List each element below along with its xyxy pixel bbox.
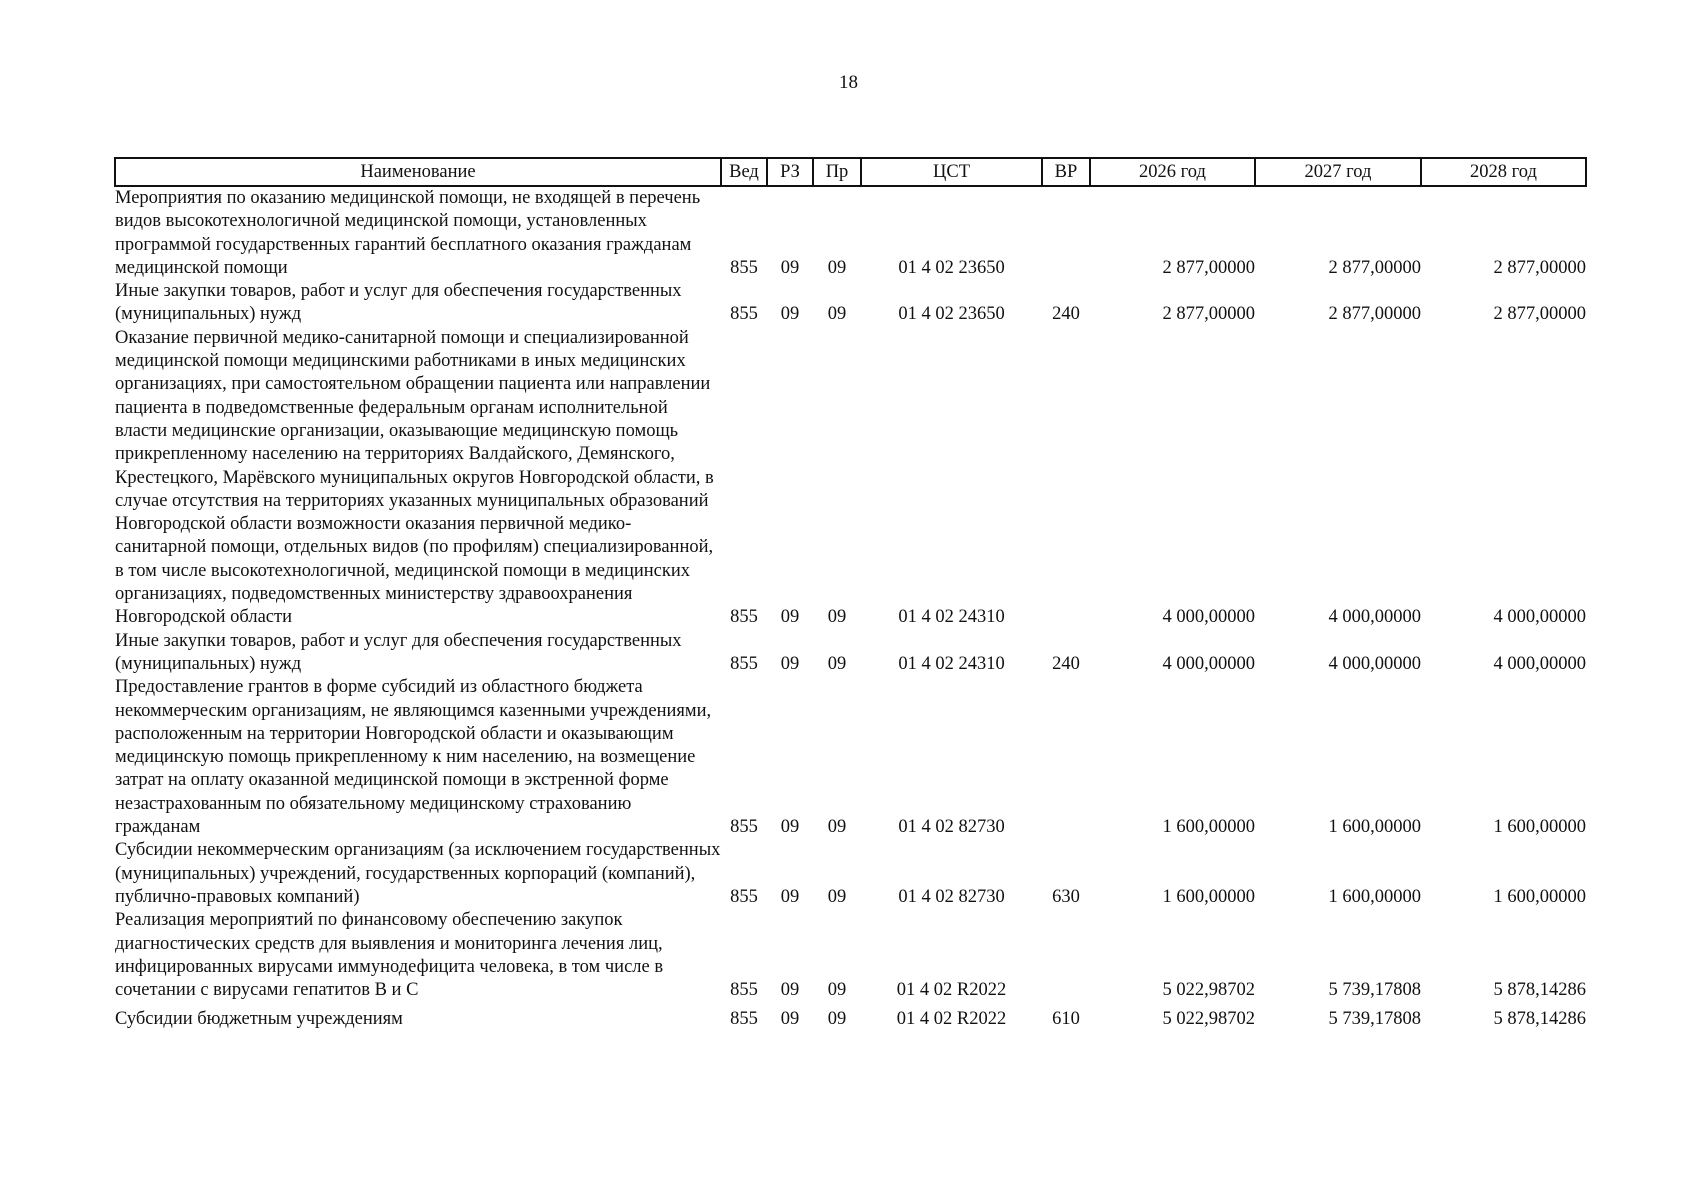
row-name: Субсидии некоммерческим организациям (за исключением государственных (муниципальных) учреждений, государственных корпораций (компаний), публично-правовых компаний) [115,840,721,907]
row-ved: 855 [730,817,758,838]
row-cst: 01 4 02 R2022 [896,1009,1007,1030]
row-pr: 09 [827,607,847,628]
row-2026: 2 877,00000 [1162,304,1255,325]
row-rz: 09 [780,1009,800,1030]
row-pr: 09 [827,653,847,674]
row-2027: 2 877,00000 [1328,304,1421,325]
row-rz: 09 [780,980,800,1001]
row-name: Оказание первичной медико-санитарной помощи и специализированной медицинской помощи медицинскими работниками в иных медицинских организациях, при самостоятельном обращении пациента или направлении пациента в подведомственные федеральным органам исполнительной власти медицинские организации, оказывающие медицинскую помощь прикрепленному населению на территориях Валдайского, Демянского, Крестецкого, Марёвского муниципальных округов Новгородской области, в случае отсутствия на территориях указанных муниципальных образований Новгородской области возможности оказания первичной медико-санитарной помощи, отдельных видов (по профилям) специализированной, в том числе высокотехнологичной, медицинской помощи в медицинских организациях, подведомственных министерству здравоохранения Новгородской области [115,327,714,628]
row-2028: 1 600,00000 [1493,886,1586,907]
row-ved: 855 [730,653,758,674]
row-2026: 4 000,00000 [1162,607,1255,628]
row-name: Иные закупки товаров, работ и услуг для обеспечения государственных (муниципальных) нужд [115,630,682,674]
row-name: Субсидии бюджетным учреждениям [115,1009,403,1030]
row-cst: 01 4 02 82730 [898,886,1005,907]
header-2026: 2026 год [1090,158,1255,186]
row-cst: 01 4 02 24310 [898,653,1005,674]
row-2026: 5 022,98702 [1162,980,1255,1001]
row-2027: 2 877,00000 [1328,257,1421,278]
header-vr: ВР [1042,158,1090,186]
row-rz: 09 [780,653,800,674]
table-row [115,327,1586,630]
table-header-row [115,158,1586,186]
row-cst: 01 4 02 23650 [898,257,1005,278]
row-vr: 610 [1052,1009,1080,1030]
table-row [115,839,1586,909]
row-vr [1042,676,1090,839]
row-cst: 01 4 02 82730 [898,817,1005,838]
row-pr: 09 [827,817,847,838]
row-vr: 630 [1052,886,1080,907]
row-rz: 09 [780,886,800,907]
row-2027: 1 600,00000 [1328,886,1421,907]
row-2027: 5 739,17808 [1328,980,1421,1001]
budget-table [114,157,1587,1032]
row-2026: 4 000,00000 [1162,653,1255,674]
header-pr: Пр [813,158,861,186]
row-cst: 01 4 02 23650 [898,304,1005,325]
row-pr: 09 [827,886,847,907]
row-2028: 5 878,14286 [1493,980,1586,1001]
row-2027: 4 000,00000 [1328,607,1421,628]
row-2028: 5 878,14286 [1493,1009,1586,1030]
row-2026: 2 877,00000 [1162,257,1255,278]
header-name: Наименование [115,158,721,186]
row-rz: 09 [780,607,800,628]
row-name: Реализация мероприятий по финансовому обеспечению закупок диагностических средств для выявления и мониторинга лечения лиц, инфицированных вирусами иммунодефицита человека, в том числе в сочетании с вирусами гепатитов B и C [115,910,664,1001]
row-name: Предоставление грантов в форме субсидий из областного бюджета некоммерческим организациям, не являющимся казенными учреждениями, расположенным на территории Новгородской области и оказывающим медицинскую помощь прикрепленному к ним населению, на возмещение затрат на оплату оказанной медицинской помощи в экстренной форме незастрахованным по обязательному медицинскому страхованию гражданам [115,677,712,838]
row-2027: 1 600,00000 [1328,817,1421,838]
header-cst: ЦСТ [861,158,1042,186]
row-2028: 4 000,00000 [1493,653,1586,674]
row-pr: 09 [827,980,847,1001]
row-vr: 240 [1052,653,1080,674]
table-row [115,676,1586,839]
row-cst: 01 4 02 R2022 [896,980,1007,1001]
header-2028: 2028 год [1421,158,1586,186]
row-ved: 855 [730,1009,758,1030]
header-ved: Вед [721,158,767,186]
row-ved: 855 [730,257,758,278]
row-2028: 2 877,00000 [1493,304,1586,325]
row-ved: 855 [730,980,758,1001]
row-vr: 240 [1052,304,1080,325]
row-ved: 855 [730,304,758,325]
row-2026: 1 600,00000 [1162,886,1255,907]
row-name: Мероприятия по оказанию медицинской помощи, не входящей в перечень видов высокотехнологичной медицинской помощи, установленных программой государственных гарантий бесплатного оказания гражданам медицинской помощи [115,188,701,278]
row-2028: 1 600,00000 [1493,817,1586,838]
table-row [115,280,1586,327]
row-pr: 09 [827,304,847,325]
table-row [115,909,1586,1002]
table-row [115,1002,1586,1031]
row-ved: 855 [730,607,758,628]
row-pr: 09 [827,1009,847,1030]
row-pr: 09 [827,257,847,278]
row-2026: 5 022,98702 [1162,1009,1255,1030]
header-rz: РЗ [767,158,813,186]
row-cst: 01 4 02 24310 [898,607,1005,628]
row-rz: 09 [780,817,800,838]
row-2028: 2 877,00000 [1493,257,1586,278]
row-2026: 1 600,00000 [1162,817,1255,838]
table-row [115,630,1586,677]
row-vr [1042,327,1090,630]
row-vr [1042,909,1090,1002]
row-2027: 5 739,17808 [1328,1009,1421,1030]
row-2027: 4 000,00000 [1328,653,1421,674]
page-number: 18 [839,72,858,93]
header-2027: 2027 год [1255,158,1421,186]
row-2028: 4 000,00000 [1493,607,1586,628]
table-row [115,186,1586,280]
row-rz: 09 [780,257,800,278]
row-vr [1042,186,1090,280]
row-ved: 855 [730,886,758,907]
row-rz: 09 [780,304,800,325]
row-name: Иные закупки товаров, работ и услуг для обеспечения государственных (муниципальных) нужд [115,281,682,325]
